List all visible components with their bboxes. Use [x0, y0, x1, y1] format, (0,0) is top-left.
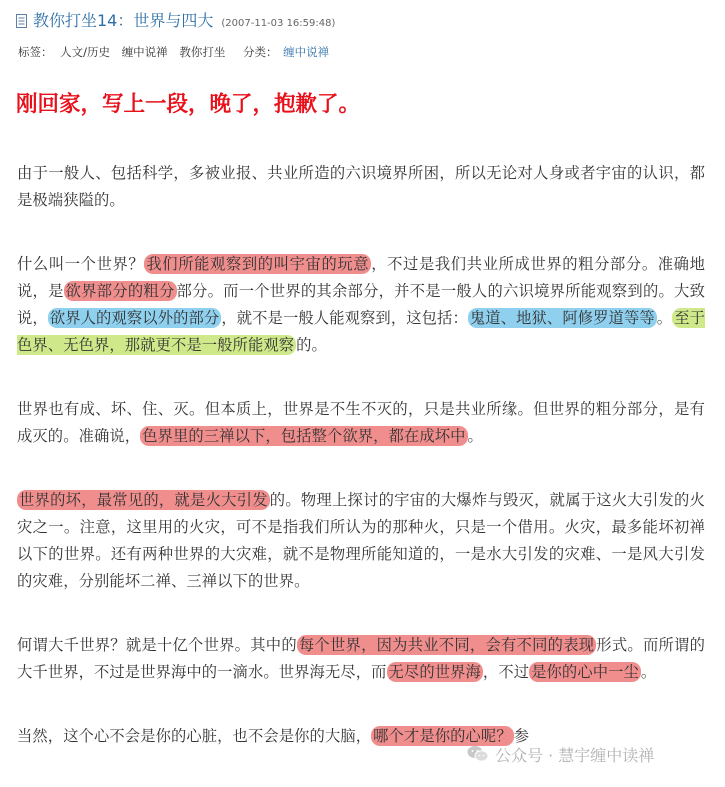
highlight-red: 世界的坏，最常见的，就是火大引发: [19, 491, 268, 509]
category-link[interactable]: 缠中说禅: [283, 45, 330, 59]
tags-row: [12, 44, 712, 60]
highlight-blue: 鬼道、地狱、阿修罗道等等: [469, 309, 655, 327]
wechat-logo-icon: [467, 745, 489, 763]
paragraph: [17, 160, 705, 214]
watermark-text: 公众号 · 慧宇缠中读禅: [495, 745, 655, 765]
paragraph: [17, 632, 705, 686]
text-segment: 由于一般人、包括科学，多被业报、共业所造的六识境界所困，所以无论对人身或者宇宙的认识，都是极端狭隘的。: [17, 164, 705, 209]
post-header: [12, 8, 712, 60]
text-segment: 世界也有成、坏、住、灭。但本质上，世界是不生不灭的，只是共业所缘。但世界的粗分部分，是有成灭的。准确说，: [17, 400, 705, 445]
text-segment: 的。物理上探讨的宇宙的大爆炸与毁灭，就属于这火大引发的火灾之一。注意，这里用的火灾，可不是指我们所认为的那种火，只是一个借用。火灾，最多能坏初禅以下的世界。还有两种世界的大灾难，就不是物理所能知道的，一是水大引发的灾难、一是风大引发的灾难，分别能坏二禅、三禅以下的世界。: [17, 491, 705, 590]
highlight-blue: 欲界人的观察以外的部分: [49, 309, 220, 327]
post-title-row: [12, 8, 712, 34]
highlight-green: 至于色界、无色界，那就更不是一般所能观察: [17, 309, 706, 354]
category-label: 分类：: [243, 45, 278, 59]
watermark: [467, 741, 654, 767]
highlight-red: 欲界部分的粗分: [65, 282, 175, 300]
text-segment: 部分。而一个世界的其余部分，并不是一般人的六识境界所能观察到的。大致说，: [17, 282, 705, 327]
text-segment: 什么叫一个世界？: [17, 255, 145, 273]
headline: 刚回家，写上一段，晚了，抱歉了。: [16, 92, 361, 117]
text-segment: 何谓大千世界？就是十亿个世界。其中的: [17, 636, 297, 654]
tag-link[interactable]: 人文/历史: [60, 45, 111, 59]
text-segment: ，不过是我们共业所成世界的粗分部分。准确地说，是: [17, 255, 705, 300]
text-segment: 的。: [296, 336, 327, 354]
tag-link[interactable]: 教你打坐: [179, 45, 226, 59]
document-icon: [16, 13, 27, 27]
highlight-red: 哪个才是你的心呢？: [373, 727, 512, 745]
paragraph: [17, 251, 705, 359]
post-title[interactable]: 教你打坐14：世界与四大: [33, 11, 214, 30]
text-segment: ，不过: [482, 663, 530, 681]
text-segment: 当然，这个心不会是你的心脏，也不会是你的大脑，: [17, 727, 372, 745]
paragraph: [17, 487, 705, 595]
highlight-red: 我们所能观察到的叫宇宙的玩意: [146, 255, 370, 273]
text-segment: 参: [513, 727, 530, 745]
highlight-red: 色界里的三禅以下，包括整个欲界，都在成坏中: [142, 427, 466, 445]
highlight-red: 每个世界，因为共业不同，会有不同的表现: [298, 636, 595, 654]
text-segment: 。: [656, 309, 673, 327]
tags-label: 标签：: [18, 45, 53, 59]
highlight-red: 是你的心中一尘: [531, 663, 639, 681]
text-segment: 。: [640, 663, 657, 681]
post-date: (2007-11-03 16:59:48): [221, 18, 336, 29]
paragraph: [17, 396, 705, 450]
highlight-red: 无尽的世界海: [388, 663, 481, 681]
tag-link[interactable]: 缠中说禅: [121, 45, 168, 59]
text-segment: 形式。而所谓的大千世界，不过是世界海中的一滴水。世界海无尽，而: [17, 636, 705, 681]
article-body: [17, 160, 705, 787]
text-segment: ，就不是一般人能观察到，这包括：: [221, 309, 468, 327]
text-segment: 。: [467, 427, 483, 445]
